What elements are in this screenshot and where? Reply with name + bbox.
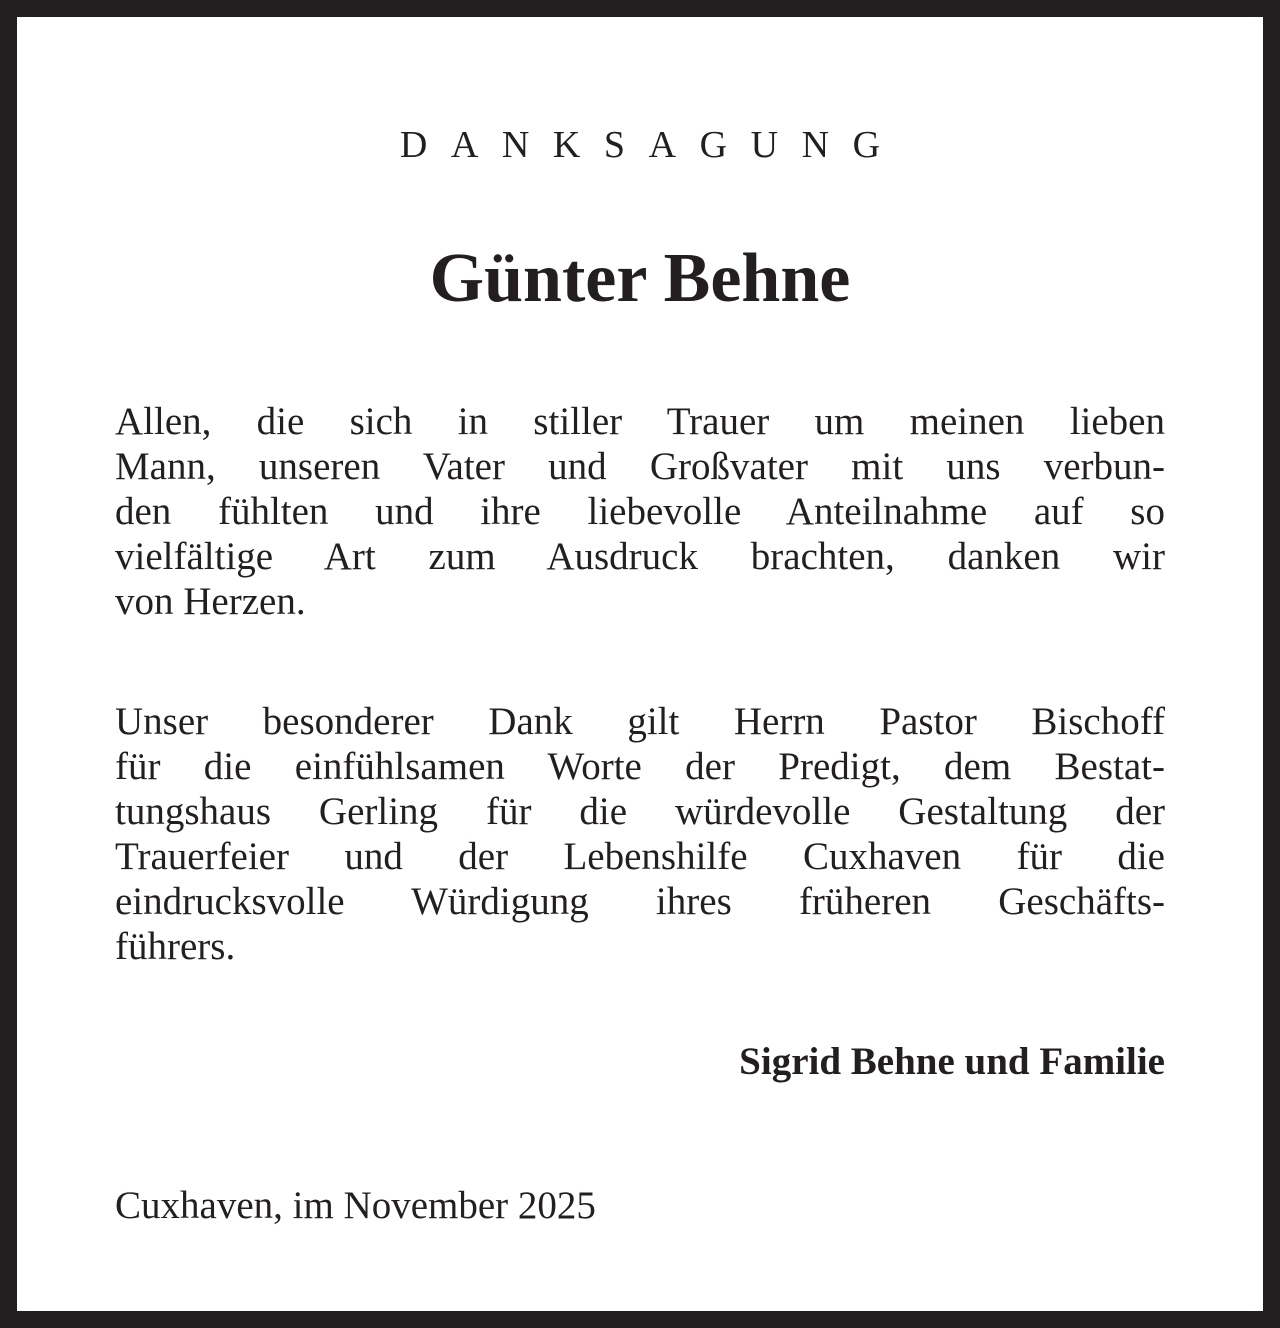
text-line: Allen, die sich in stiller Trauer um meinen lieben [115, 400, 1165, 443]
place-date: Cuxhaven, im November 2025 [115, 1184, 596, 1227]
text-line: von Herzen. [115, 580, 306, 623]
text-line: Mann, unseren Vater und Großvater mit uns verbun- [115, 445, 1165, 488]
text-line: eindrucksvolle Würdigung ihres früheren Geschäfts- [115, 880, 1165, 923]
paragraph-2 [115, 699, 1165, 969]
paragraph-1 [115, 399, 1165, 624]
text-line: vielfältige Art zum Ausdruck brachten, danken wir [115, 535, 1165, 578]
signature: Sigrid Behne und Familie [739, 1040, 1165, 1083]
text-line: Trauerfeier und der Lebenshilfe Cuxhaven für die [115, 835, 1165, 878]
text-line: den fühlten und ihre liebevolle Anteilnahme auf so [115, 490, 1165, 533]
text-line: führers. [115, 925, 236, 968]
text-line: Unser besonderer Dank gilt Herrn Pastor Bischoff [115, 700, 1165, 743]
text-line: tungshaus Gerling für die würdevolle Gestaltung der [115, 790, 1165, 833]
text-line: für die einfühlsamen Worte der Predigt, dem Bestat- [115, 745, 1165, 788]
deceased-name: Günter Behne [429, 240, 851, 317]
heading: DANKSAGUNG [399, 124, 904, 166]
obituary-card [17, 17, 1263, 1311]
